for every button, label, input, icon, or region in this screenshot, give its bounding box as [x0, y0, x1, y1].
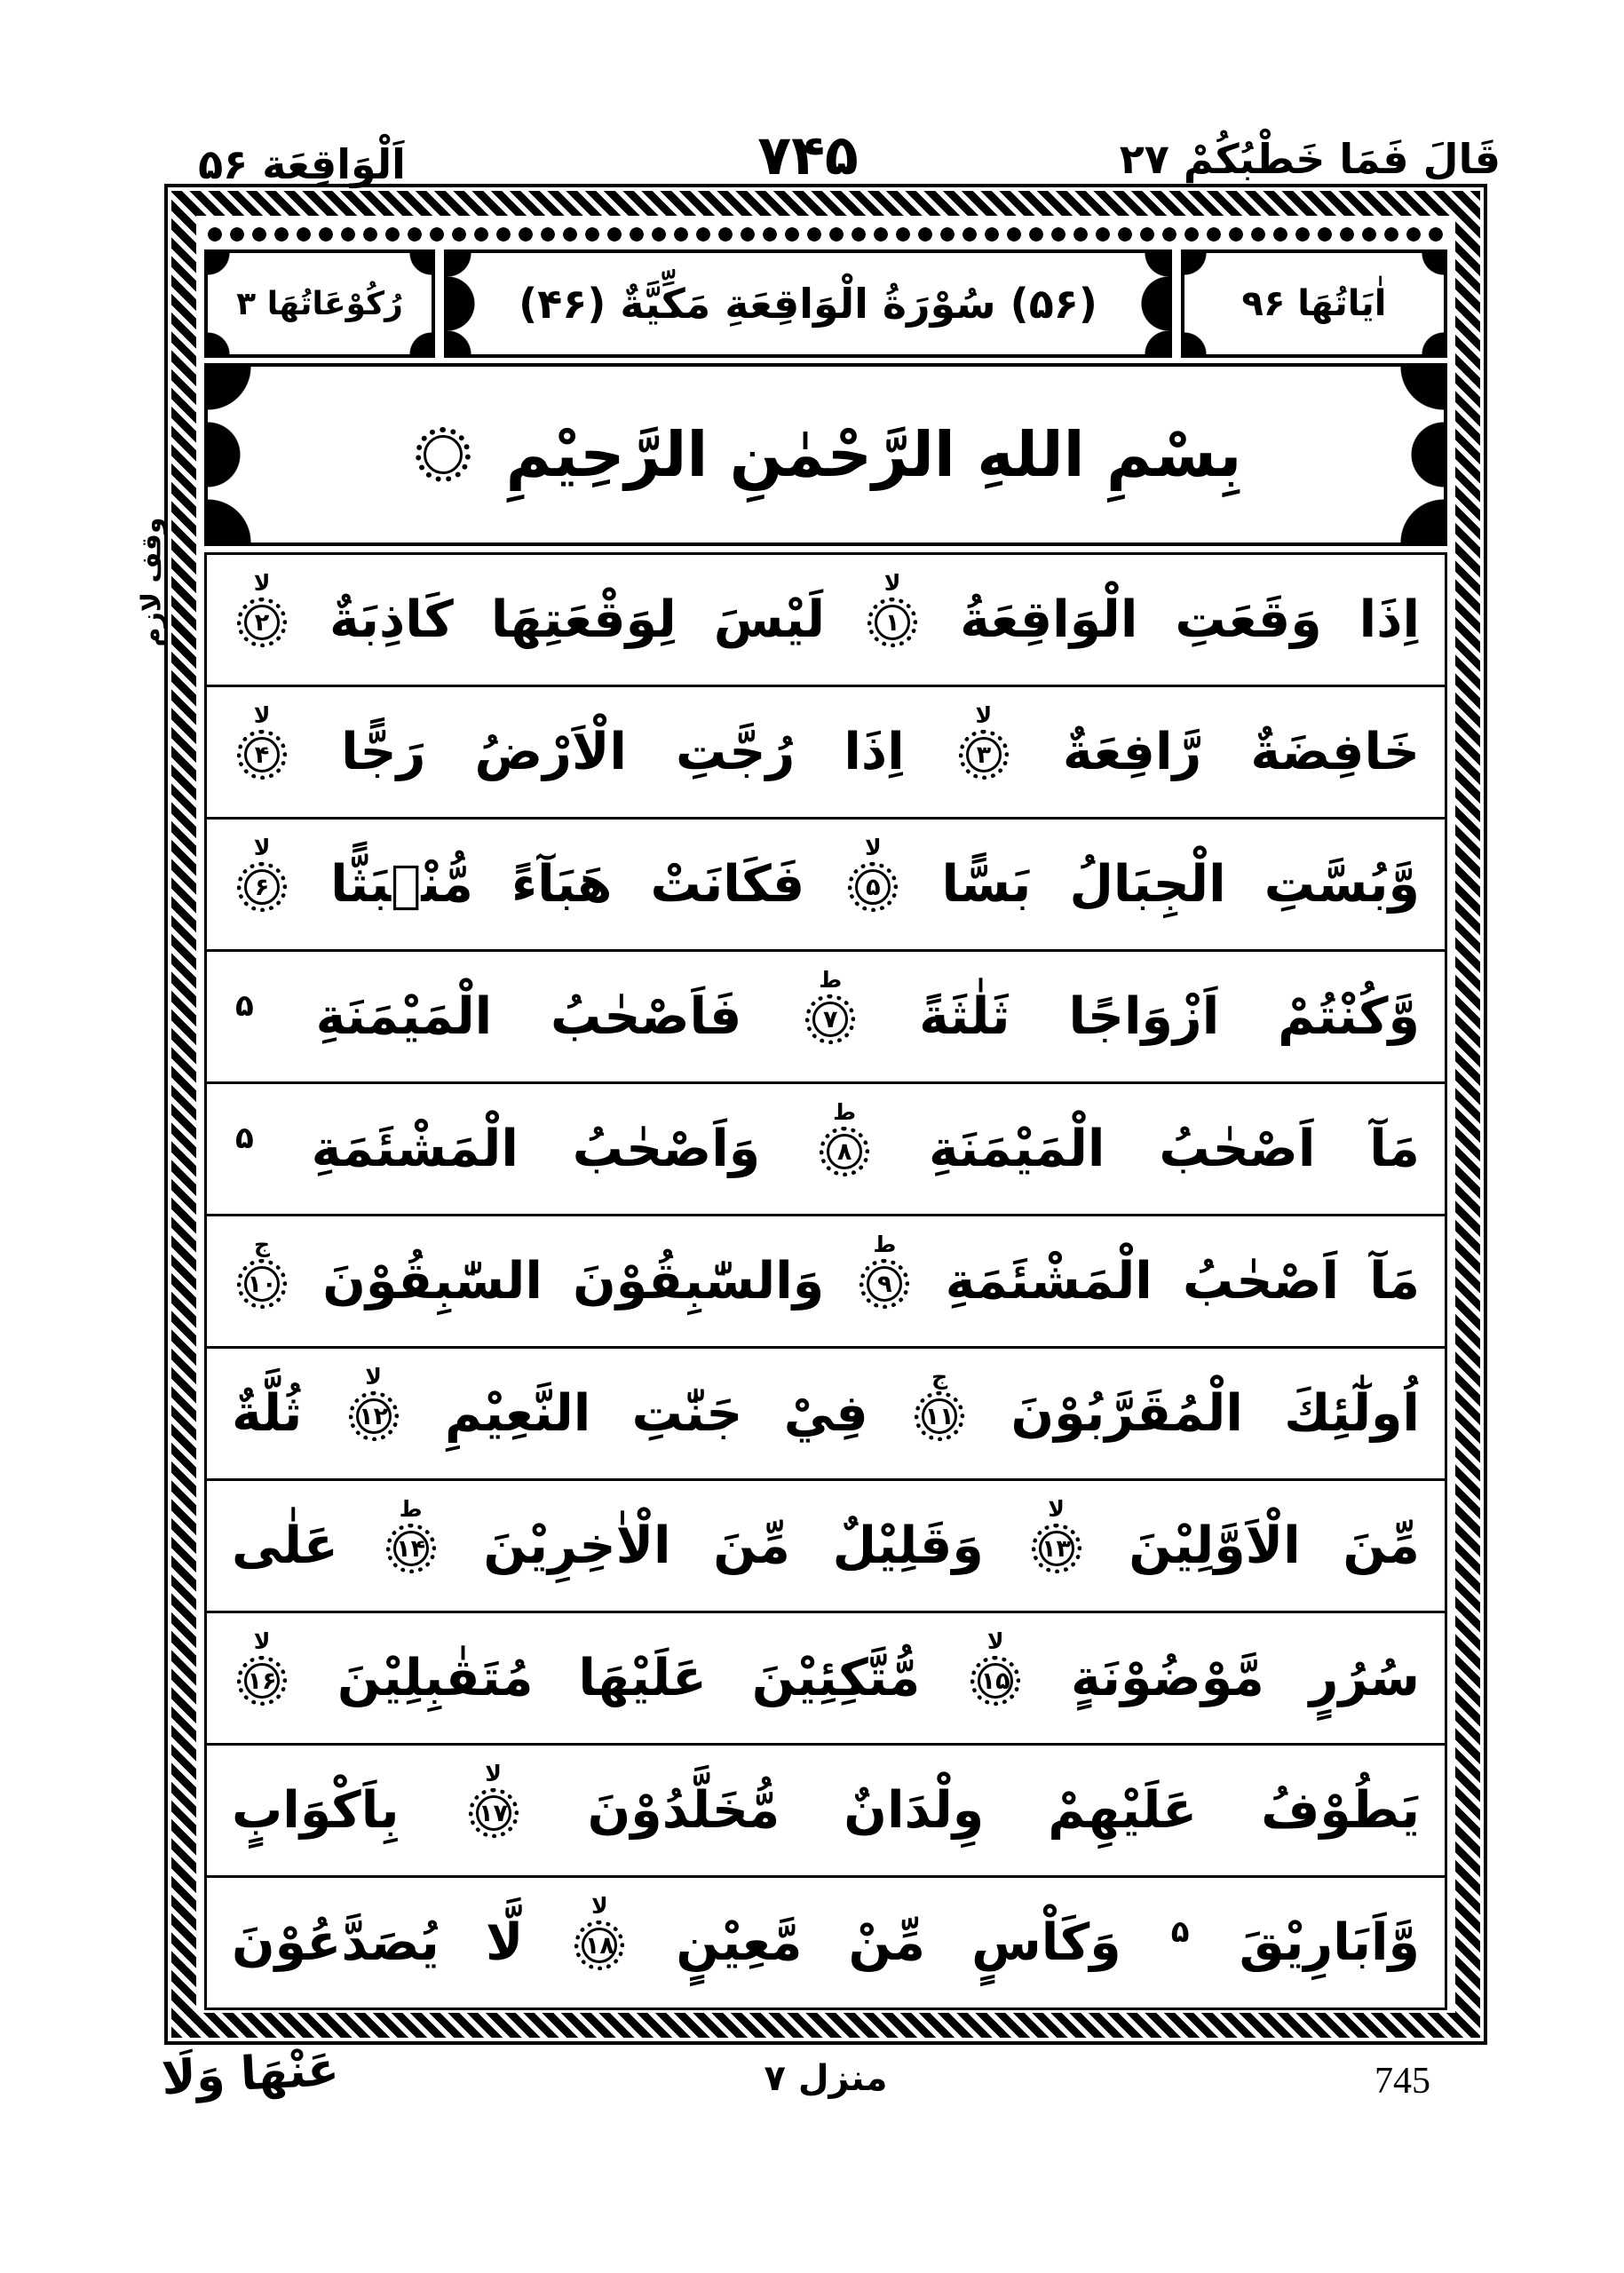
- verse-number: ۱۳: [1039, 1531, 1074, 1566]
- margin-note-waqf-lazim: وقف لازم: [136, 517, 168, 647]
- verse-number: ۷: [812, 1002, 848, 1037]
- verse-text: وَالسّٰبِقُوْنَ السّٰبِقُوْنَ: [322, 1252, 825, 1311]
- waqf-mark: لا: [1048, 1496, 1065, 1523]
- verse-number: ۱۷: [476, 1795, 511, 1831]
- verse-end-rosette-icon: [959, 702, 1009, 780]
- verse-text: مُّتَّكِئِيْنَ عَلَيْهَا مُتَقٰبِلِيْنَ: [337, 1649, 921, 1707]
- verse-text: عَلٰى: [232, 1517, 338, 1575]
- verse-text: مَآ اَصْحٰبُ الْمَيْمَنَةِ: [929, 1120, 1420, 1178]
- bismillah-text: بِسْمِ اللهِ الرَّحْمٰنِ الرَّحِيْمِ: [505, 418, 1242, 491]
- verse-end-rosette-icon: [237, 570, 287, 647]
- ornamental-page-frame: [164, 184, 1487, 2045]
- frame-inner-area: [201, 220, 1451, 2008]
- verse-number: ۱۵: [978, 1663, 1013, 1699]
- verse-line: [207, 1878, 1445, 2008]
- verse-text: بِاَكْوَابٍ: [232, 1781, 400, 1840]
- verse-line: [207, 1613, 1445, 1746]
- verse-text: فِيْ جَنّٰتِ النَّعِيْمِ: [444, 1384, 868, 1443]
- ayat-count-box: اٰيَاتُهَا ۹۶: [1181, 249, 1447, 358]
- verse-text: سُرُرٍ مَّوْضُوْنَةٍ: [1071, 1649, 1420, 1707]
- verse-number: ۶: [244, 869, 280, 905]
- running-header-juz-name: قَالَ فَمَا خَطْبُكُمْ ۲۷: [1119, 135, 1501, 183]
- verse-text: ثُلَّةٌ: [232, 1384, 303, 1443]
- waqf-mark: ج: [931, 1364, 948, 1390]
- verse-end-rosette-icon: [386, 1496, 436, 1573]
- catchword: عَنْهَا وَلَا: [160, 2042, 341, 2106]
- verse-end-rosette-icon: [237, 835, 287, 912]
- verse-text: وَكَاْسٍ مِّنْ مَّعِيْنٍ: [676, 1913, 1121, 1972]
- verse-line: [207, 1746, 1445, 1878]
- verse-line: [207, 555, 1445, 687]
- running-header-surah-name: اَلْوَاقِعَة ۵۶: [198, 140, 406, 188]
- waqf-mark: ط: [819, 967, 843, 994]
- verse-end-rosette-icon: [1032, 1496, 1081, 1573]
- verse-number: ۵: [855, 869, 891, 905]
- verse-end-rosette-icon: [848, 835, 898, 912]
- waqf-mark: ج: [253, 1232, 271, 1258]
- verse-line: [207, 820, 1445, 952]
- verse-number: ۴: [244, 737, 280, 772]
- verse-text: وَقَلِيْلٌ مِّنَ الْاٰخِرِيْنَ: [483, 1517, 984, 1575]
- waqf-mark: ط: [399, 1496, 423, 1523]
- verse-end-rosette-icon: [574, 1893, 624, 1970]
- waqf-mark: لا: [883, 570, 901, 597]
- verse-number: ۱۰: [244, 1266, 280, 1302]
- verse-end-rosette-icon: [860, 1232, 909, 1309]
- verse-end-rosette-icon: [970, 1628, 1020, 1706]
- verse-text: وَّبُسَّتِ الْجِبَالُ بَسًّا: [941, 855, 1420, 914]
- bismillah-panel: [204, 363, 1447, 546]
- verse-end-rosette-icon: [237, 1232, 287, 1309]
- small-waqf-symbol: ۵: [235, 988, 254, 1024]
- verse-end-rosette-icon: [349, 1364, 399, 1441]
- verse-end-rosette-icon: [915, 1364, 964, 1441]
- waqf-mark: لا: [253, 570, 271, 597]
- verse-number: ۹: [867, 1266, 902, 1302]
- manzil-label: منزل ۷: [764, 2058, 888, 2099]
- verse-number: ۱۸: [582, 1928, 617, 1963]
- waqf-mark: ط: [873, 1232, 897, 1258]
- small-waqf-symbol: ۵: [235, 1121, 254, 1156]
- ruku-count-box: رُكُوْعَاتُهَا ۳: [204, 249, 435, 358]
- surah-header-panel: [204, 249, 1447, 358]
- verse-end-rosette-icon: [805, 967, 855, 1044]
- verse-number: ۳: [966, 737, 1002, 772]
- verse-end-rosette-icon: [237, 702, 287, 780]
- verse-number: ۱۴: [393, 1531, 429, 1566]
- verse-line: [207, 1481, 1445, 1613]
- verse-text: وَاَصْحٰبُ الْمَشْئَمَةِ: [311, 1120, 761, 1178]
- verse-text: فَكَانَتْ هَبَآءً مُّنْۢبَثًّا: [330, 855, 805, 914]
- verse-number: ۸: [827, 1134, 862, 1169]
- verse-text: وَّاَبَارِيْقَ: [1239, 1913, 1420, 1972]
- verse-text: لَيْسَ لِوَقْعَتِهَا كَاذِبَةٌ: [329, 590, 826, 649]
- waqf-mark: لا: [986, 1628, 1004, 1655]
- verse-lines: [204, 552, 1447, 2010]
- verse-number: ۱۶: [244, 1663, 280, 1699]
- verse-end-rosette-icon: [867, 570, 917, 647]
- verse-text: اِذَا وَقَعَتِ الْوَاقِعَةُ: [960, 590, 1421, 649]
- verse-number: ۱: [875, 605, 910, 640]
- verse-line: [207, 952, 1445, 1084]
- verse-number: ۲: [244, 605, 280, 640]
- verse-text: لَّا يُصَدَّعُوْنَ: [232, 1913, 524, 1972]
- verse-text: مِّنَ الْاَوَّلِيْنَ: [1129, 1517, 1420, 1575]
- waqf-mark: لا: [253, 1628, 271, 1655]
- verse-text: اِذَا رُجَّتِ الْاَرْضُ رَجًّا: [341, 723, 905, 781]
- verse-number: ۱۱: [922, 1398, 957, 1434]
- running-header-page-number-arabic: ۷۴۵: [757, 123, 859, 187]
- verse-end-rosette-icon: [469, 1761, 519, 1838]
- verse-end-rosette-icon: [237, 1628, 287, 1706]
- bismillah-rosette-icon: [416, 427, 471, 482]
- verse-line: [207, 1216, 1445, 1349]
- verse-line: [207, 1084, 1445, 1216]
- verse-text: يَطُوْفُ عَلَيْهِمْ وِلْدَانٌ مُّخَلَّدُوْنَ: [587, 1781, 1420, 1840]
- verse-line: [207, 1349, 1445, 1481]
- frame-hatched-band: [171, 191, 1480, 2038]
- waqf-mark: لا: [591, 1893, 608, 1920]
- verse-text: اُولٰٓئِكَ الْمُقَرَّبُوْنَ: [1010, 1384, 1420, 1443]
- verse-text: فَاَصْحٰبُ الْمَيْمَنَةِ: [315, 987, 742, 1046]
- verse-end-rosette-icon: [820, 1099, 869, 1176]
- verse-text: مَآ اَصْحٰبُ الْمَشْئَمَةِ: [945, 1252, 1420, 1311]
- verse-line: [207, 687, 1445, 820]
- beaded-border: [204, 224, 1447, 245]
- waqf-mark: لا: [865, 835, 882, 861]
- waqf-mark: لا: [975, 702, 993, 729]
- waqf-mark: ط: [833, 1099, 857, 1126]
- page-number-latin: 745: [1374, 2061, 1430, 2102]
- small-waqf-symbol: ۵: [1170, 1914, 1190, 1950]
- waqf-mark: لا: [253, 835, 271, 861]
- verse-text: وَّكُنْتُمْ اَزْوَاجًا ثَلٰثَةً: [919, 987, 1420, 1046]
- waqf-mark: لا: [365, 1364, 382, 1390]
- verse-number: ۱۲: [356, 1398, 392, 1434]
- waqf-mark: لا: [485, 1761, 502, 1787]
- verse-text: خَافِضَةٌ رَّافِعَةٌ: [1062, 723, 1420, 781]
- waqf-mark: لا: [253, 702, 271, 729]
- surah-title-box: (۵۶) سُوْرَةُ الْوَاقِعَةِ مَكِّيَّةٌ (۴۶): [444, 249, 1172, 358]
